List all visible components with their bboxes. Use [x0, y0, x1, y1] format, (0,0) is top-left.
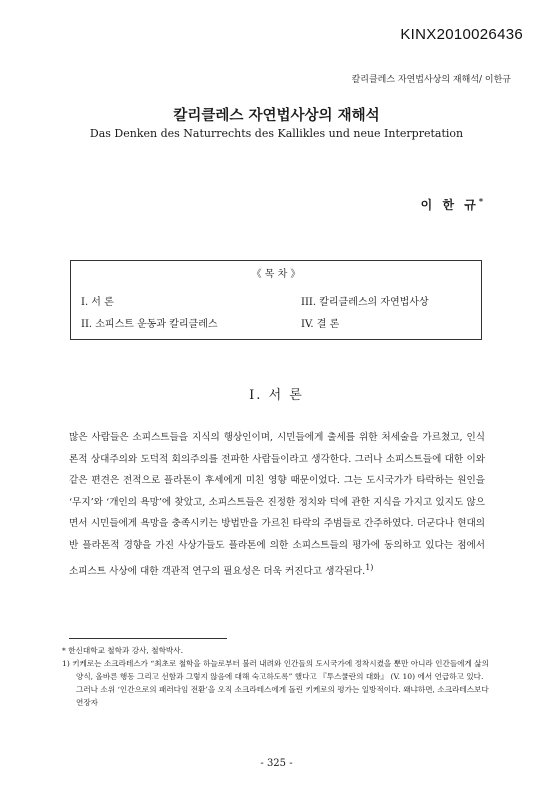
table-of-contents	[70, 260, 482, 340]
page-number: - 325 -	[260, 758, 293, 769]
toc-item-natural-law: III. 칼리클레스의 자연법사상	[301, 297, 429, 308]
title-german: Das Denken des Naturrechts des Kallikles und neue Interpretation	[89, 127, 464, 140]
section-heading: I. 서 론	[249, 388, 304, 403]
author-name: 이 한 규	[420, 198, 479, 212]
footnote-ref: 1)	[365, 562, 374, 572]
footnote-1	[62, 657, 492, 709]
toc-item-introduction: I. 서 론	[81, 297, 114, 308]
footnote-1-mark: 1)	[62, 659, 70, 668]
body-paragraph	[69, 427, 485, 582]
body-text: 많은 사람들은 소피스트들을 지식의 행상인이며, 시민들에게 출세를 위한 처세술을 가르쳤고, 인식론적 상대주의와 도덕적 회의주의를 전파한 사람들이라고 생각한다. 그러나 소피스트들에 대한 이와 같은 편견은 전적으로 플라톤이 후세에게 미친 영향 때문이었다. 그는 도시국가가 타락하는 원인을 ‘무지’와 ‘개인의 욕망’에 찾았고, 소피스트들은 진정한 정치와 덕에 관한 지식을 가지고 있지도 않으면서 시민들에게 욕망을 충족시키는 방법만을 가르친 타락의 주범들로 간주하였다. 더군다나 현대의 반 플라톤적 경향을 가진 사상가들도 플라톤에 의한 소피스트들의 평가에 동의하고 있다는 점에서 소피스트 사상에 대한 객관적 연구의 필요성은 더욱 커진다고 생각된다.	[69, 432, 485, 577]
toc-title: 《 목 차 》	[251, 269, 301, 280]
footnote-divider	[69, 638, 227, 639]
running-head: 칼리클레스 자연법사상의 재해석/ 이한규	[351, 75, 511, 85]
footnotes	[62, 644, 492, 709]
title-korean: 칼리클레스 자연법사상의 재해석	[173, 107, 380, 124]
footnote-1-text: 키케로는 소크라테스가 “최초로 철학을 하늘로부터 불러 내려와 인간들의 도시국가에 정착시켰을 뿐만 아니라 인간들에게 삶의 양식, 올바른 행동 그리고 선함과 그렇지 않음에 대해 숙고하도록” 했다고 『투스쿨란의 대화』 (V. 10) 에서 언급하고 있다. 그러나 소위 ‘인간으로의 패러다임 전환’을 오직 소크라테스에게 돌린 키케로의 평가는 일방적이다. 왜냐하면, 소크라테스보다 연장자	[72, 659, 489, 707]
footnote-author-mark: *	[62, 646, 66, 655]
toc-item-conclusion: IV. 결 론	[301, 319, 340, 330]
author	[421, 196, 483, 213]
document-id: KINX2010026436	[400, 26, 523, 43]
author-footnote-mark: *	[478, 196, 483, 206]
footnote-author	[62, 644, 492, 657]
footnote-author-text: 한신대학교 철학과 강사, 철학박사.	[68, 646, 183, 655]
toc-item-sophist-movement: II. 소피스트 운동과 칼리클레스	[81, 319, 218, 330]
